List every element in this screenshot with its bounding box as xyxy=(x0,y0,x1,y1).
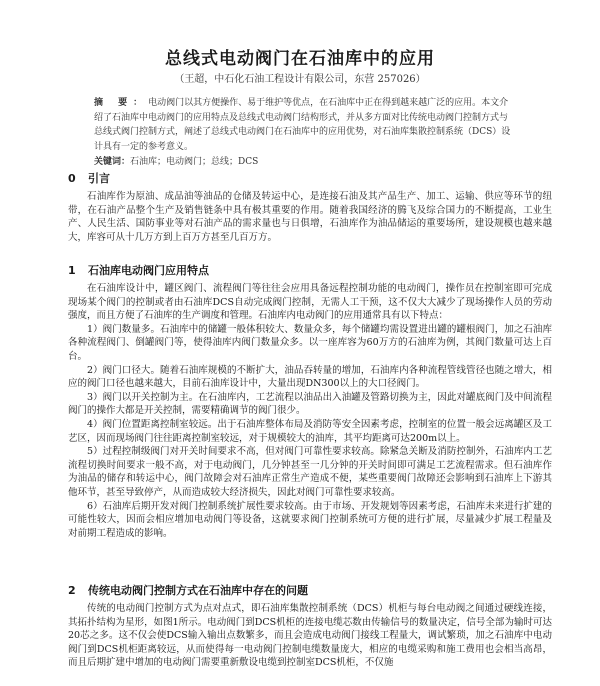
list-item-diameter: 2）阀门口径大。随着石油库规模的不断扩大，油品吞转量的增加，石油库内各种流程管线管径也随之增大，相应的阀门口径也越来越大，目前石油库设计中，大量出现DN300以上的大口径阀门。 xyxy=(68,364,552,390)
keywords-line xyxy=(94,155,514,170)
section-title: 传统电动阀门控制方式在石油库中存在的问题 xyxy=(88,584,308,597)
paragraph: 传统的电动阀门控制方式为点对点式，即石油库集散控制系统（DCS）机柜与每台电动阀之间通过硬线连接，其拓扑结构为星形，如图1所示。电动阀门到DCS机柜的连接电缆芯数由传输信号的数量决定，信号全部为输时可达20芯之多。这不仅会使DCS输入输出点数繁多，而且会造成电动阀门接线工程量大，调试繁琐，加之石油库中电动阀门到DCS机柜距离较远，从而使得每一电动阀门控制电缆数量庞大，相应的电缆采购和施工费用也会相当高昂，而且后期扩建中增加的电动阀门需要重新敷设电缆到控制室DCS机柜，不仅施 xyxy=(68,603,552,669)
section-title: 石油库电动阀门应用特点 xyxy=(88,264,209,277)
paragraph: 石油库作为原油、成品油等油品的仓储及转运中心，是连接石油及其产品生产、加工、运输、供应等环节的纽带，在石油产品整个生产及销售链条中具有极其重要的作用。随着我国经济的腾飞及综合国力的不断提高，工业生产、人民生活、国防事业等对石油产品的需求量也与日俱增，石油库作为油品储运的重要场所，建设规模也越来越大，库容可从十几万方到上百万方甚至几百万方。 xyxy=(68,191,552,243)
section-traditional-issues xyxy=(68,582,552,670)
list-item-reliability: 5）过程控制级阀门对开关时间要求不高，但对阀门可靠性要求较高。除紧急关断及消防控制外，石油库内工艺流程切换时间要求一般不高，对于电动阀门，几分钟甚至一几分钟的开关时间即可满足工艺流程需求。但石油库作为油品的储存和转运中心，阀门故障会对石油库正常生产造成不便，某些重要阀门故障还会影响到石油库上下游其他环节，甚至导致停产，从而造成较大经济损失，因此对阀门可靠性要求较高。 xyxy=(68,446,552,498)
author-affiliation: （王超，中石化石油工程设计有限公司，东营 257026） xyxy=(174,74,426,85)
section-number: 2 xyxy=(68,584,76,597)
abstract-block xyxy=(94,96,514,170)
section-number: 1 xyxy=(68,264,76,277)
paper-title: 总线式电动阀门在石油库中的应用 xyxy=(165,49,435,69)
list-item-quantity: 1）阀门数量多。石油库中的储罐一般体积较大、数量众多，每个储罐均需设置进出罐的罐根阀门，加之石油库各种流程阀门、倒罐阀门等，使得油库内阀门数量众多。以一座库容为60万方的石油库为例，其阀门数量可达上百台。 xyxy=(68,323,552,362)
abstract-label: 摘 要： xyxy=(94,98,149,108)
section-application-features xyxy=(68,262,552,540)
keywords-label: 关键词： xyxy=(94,157,131,168)
section-heading xyxy=(68,582,552,598)
section-heading xyxy=(68,262,552,278)
list-item-switch-control: 3）阀门以开关控制为主。在石油库内，工艺流程以油品出入油罐及管路切换为主，因此对罐底阀门及中间流程阀门的操作大都是开关控制，需要精确调节的阀门很少。 xyxy=(68,391,552,417)
abstract-text: 电动阀门以其方便操作、易于维护等优点，在石油库中正在得到越来越广泛的应用。本文介绍了石油库中电动阀门的应用特点及总线式电动阀门结构形式，并从多方面对比传统电动阀门控制方式与总线式阀门控制方式，阐述了总线式电动阀门在石油库中的应用优势，对石油库集散控制系统（DCS）设计具有一定的参考意义。 xyxy=(94,98,511,152)
list-item-scalability: 6）石油库后期开发对阀门控制系统扩展性要求较高。由于市场、开发规划等因素考虑，石油库未来进行扩建的可能性较大，因而会相应增加电动阀门等设备，这就要求阀门控制系统可方便的进行扩展，尽量减少扩展工程量及对前期工程造成的影响。 xyxy=(68,500,552,539)
paragraph: 在石油库设计中，罐区阀门、流程阀门等往往会应用具备远程控制功能的电动阀门，操作员在控制室即可完成现场某个阀门的控制或者由石油库DCS自动完成阀门控制，无需人工干预，这不仅大大减少了现场操作人员的劳动强度，而且方便了石油库的生产调度和管理。石油库内电动阀门的应用通常具有以下特点： xyxy=(68,283,552,322)
keywords-text: 石油库；电动阀门；总线；DCS xyxy=(130,157,259,168)
section-number: 0 xyxy=(68,172,76,185)
abstract-paragraph xyxy=(94,96,514,154)
list-item-distance: 4）阀门位置距离控制室较远。出于石油库整体布局及消防等安全因素考虑，控制室的位置一般会远离罐区及工艺区，因而现场阀门往往距离控制室较远，对于规模较大的油库，其平均距离可达200m以上。 xyxy=(68,418,552,444)
section-title: 引言 xyxy=(88,172,110,185)
section-introduction xyxy=(68,170,552,244)
section-heading xyxy=(68,170,552,186)
